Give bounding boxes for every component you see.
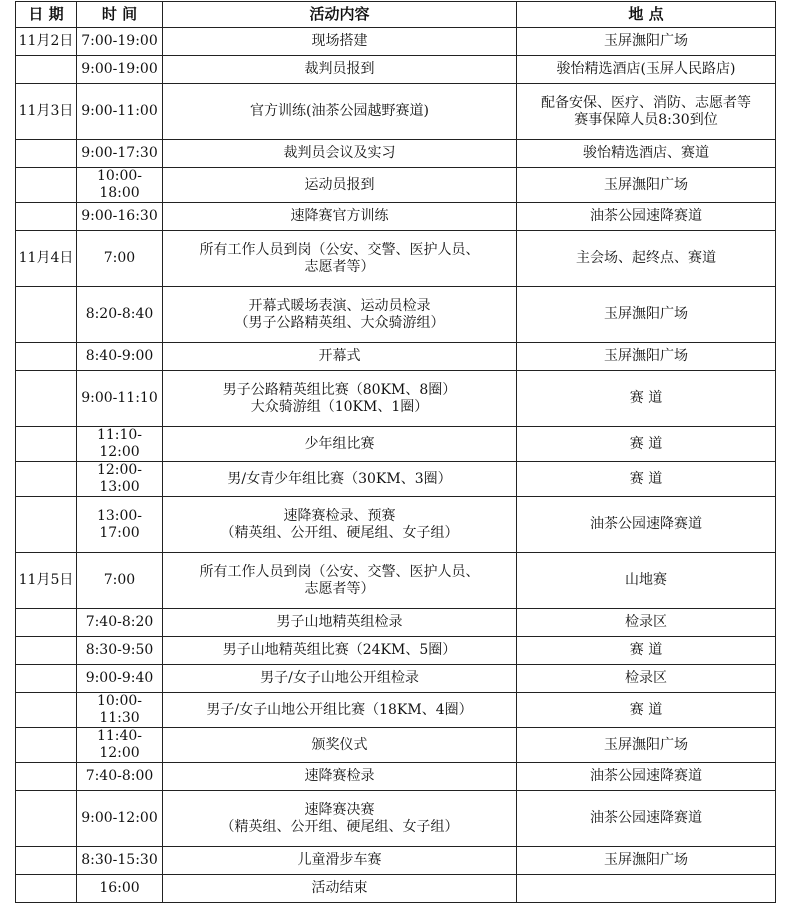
table-row [16,847,776,875]
table-row [16,140,776,168]
cell-location-line: 油茶公园速降赛道 [590,208,702,224]
cell-activity [163,343,517,371]
cell-time-line: 10:00-18:00 [96,168,143,201]
cell-location-line: 赛 道 [629,390,663,406]
cell-location-line: 山地赛 [625,572,667,588]
cell-time [77,203,163,231]
cell-date [16,875,77,903]
cell-location-line: 油茶公园速降赛道 [590,768,702,784]
cell-time [77,847,163,875]
cell-activity-line: 裁判员报到 [304,61,375,77]
cell-location [517,343,776,371]
cell-time [77,791,163,847]
cell-time [77,168,163,203]
cell-time-line: 9:00-19:00 [81,61,158,77]
cell-time-line: 9:00-9:40 [85,670,154,686]
cell-location-line: 油茶公园速降赛道 [590,516,702,532]
cell-time [77,497,163,553]
cell-activity-line: 所有工作人员到岗（公安、交警、医护人员、 [199,563,480,580]
cell-activity [163,728,517,763]
cell-activity-line: 男子山地精英组检录 [276,614,403,630]
cell-location [517,665,776,693]
cell-activity-line: 男子山地精英组比赛（24KM、5圈） [222,642,457,658]
cell-location-line: 玉屏潕阳广场 [604,348,688,364]
cell-activity [163,371,517,427]
table-row [16,553,776,609]
cell-activity-line: （精英组、公开组、硬尾组、女子组） [220,818,459,835]
cell-date [16,28,77,56]
table-row [16,791,776,847]
table-row [16,427,776,462]
cell-location [517,728,776,763]
cell-activity-line: 开幕式暖场表演、运动员检录 [248,297,431,314]
cell-time [77,231,163,287]
cell-date [16,847,77,875]
cell-location-line: 赛 道 [629,642,663,658]
cell-time-line: 9:00-11:00 [81,103,158,119]
cell-activity [163,497,517,553]
cell-time [77,462,163,497]
cell-time-line: 9:00-11:10 [81,390,158,406]
cell-time [77,637,163,665]
cell-time-line: 8:20-8:40 [85,306,154,322]
cell-time-line: 8:30-15:30 [81,852,158,868]
cell-date [16,343,77,371]
cell-activity-line: 志愿者等） [304,580,375,597]
cell-date [16,728,77,763]
cell-date [16,693,77,728]
cell-location-line: 玉屏潕阳广场 [604,736,688,753]
cell-activity-line: 速降赛检录 [304,768,375,784]
cell-time-line: 10:00-11:30 [96,693,143,726]
cell-activity [163,140,517,168]
cell-location [517,28,776,56]
cell-location [517,763,776,791]
cell-activity [163,168,517,203]
cell-date [16,553,77,609]
schedule-table [15,1,776,903]
cell-activity [163,56,517,84]
cell-time [77,427,163,462]
cell-location [517,203,776,231]
cell-location [517,693,776,728]
cell-time-line: 9:00-16:30 [81,208,158,224]
cell-location-line: 赛 道 [629,701,663,718]
table-row [16,231,776,287]
cell-activity-line: 官方训练(油茶公园越野赛道) [250,103,429,119]
cell-time [77,763,163,791]
cell-location-line: 玉屏潕阳广场 [604,306,688,322]
table-row [16,609,776,637]
cell-location [517,553,776,609]
cell-location [517,609,776,637]
cell-location [517,84,776,140]
cell-activity-line: 速降赛官方训练 [290,208,389,224]
cell-location-line: 检录区 [625,614,667,630]
cell-time [77,140,163,168]
header-date: 日 期 [16,2,77,28]
header-time: 时 间 [77,2,163,28]
cell-activity-line: 大众骑游组（10KM、1圈） [250,398,429,415]
table-row [16,287,776,343]
cell-date-line: 11月5日 [18,572,74,588]
cell-location-line: 主会场、起终点、赛道 [576,250,716,266]
cell-activity [163,609,517,637]
cell-time-line: 7:00 [103,250,136,266]
table-row [16,168,776,203]
header-row [16,2,776,28]
cell-activity [163,693,517,728]
table-row [16,497,776,553]
cell-date [16,609,77,637]
cell-date [16,56,77,84]
cell-activity-line: （精英组、公开组、硬尾组、女子组） [220,524,459,541]
cell-activity-line: 志愿者等） [304,258,375,275]
cell-time [77,28,163,56]
cell-activity [163,203,517,231]
cell-time-line: 11:10-12:00 [96,427,143,460]
header-activity: 活动内容 [163,2,517,28]
cell-time [77,343,163,371]
cell-time-line: 7:00 [103,572,136,588]
cell-location [517,231,776,287]
cell-activity-line: （男子公路精英组、大众骑游组） [234,314,445,331]
cell-activity-line: 男/女青少年组比赛（30KM、3圈） [227,470,452,487]
cell-activity-line: 少年组比赛 [304,435,375,452]
cell-activity [163,427,517,462]
cell-location-line: 配备安保、医疗、消防、志愿者等 [541,94,751,111]
table-row [16,763,776,791]
cell-date [16,791,77,847]
cell-activity [163,763,517,791]
table-row [16,693,776,728]
cell-activity-line: 男子公路精英组比赛（80KM、8圈） [222,381,457,398]
cell-time [77,287,163,343]
cell-location-line: 油茶公园速降赛道 [590,810,702,826]
table-row [16,203,776,231]
cell-date [16,140,77,168]
cell-location [517,791,776,847]
cell-activity [163,875,517,903]
cell-location [517,287,776,343]
cell-location-line: 玉屏潕阳广场 [604,33,688,49]
cell-time [77,553,163,609]
cell-activity-line: 速降赛决赛 [304,801,375,818]
cell-activity-line: 男子/女子山地公开组检录 [260,670,419,686]
cell-location [517,497,776,553]
schedule-body [16,28,776,903]
cell-time-line: 8:30-9:50 [85,642,154,658]
cell-date [16,497,77,553]
cell-location-line: 骏怡精选酒店(玉屏人民路店) [556,61,736,77]
cell-date-line: 11月3日 [18,103,74,119]
cell-time [77,56,163,84]
cell-time-line: 9:00-12:00 [81,810,158,826]
cell-time [77,875,163,903]
cell-location-line: 玉屏潕阳广场 [604,176,688,193]
cell-activity-line: 开幕式 [318,348,361,364]
cell-date [16,665,77,693]
cell-activity [163,287,517,343]
cell-location [517,847,776,875]
table-row [16,665,776,693]
cell-location-line: 骏怡精选酒店、赛道 [583,145,709,161]
cell-time-line: 7:40-8:00 [85,768,154,784]
cell-activity-line: 男子/女子山地公开组比赛（18KM、4圈） [206,701,473,718]
table-row [16,875,776,903]
cell-activity-line: 活动结束 [311,880,368,896]
cell-date [16,84,77,140]
cell-time [77,84,163,140]
cell-time-line: 11:40-12:00 [96,728,143,761]
cell-date [16,287,77,343]
schedule-table-container [15,1,775,903]
cell-time [77,609,163,637]
cell-date [16,231,77,287]
table-row [16,84,776,140]
cell-activity-line: 速降赛检录、预赛 [283,507,396,524]
cell-activity-line: 裁判员会议及实习 [283,145,396,161]
cell-date [16,763,77,791]
cell-date [16,168,77,203]
cell-date [16,462,77,497]
table-row [16,462,776,497]
cell-activity [163,665,517,693]
cell-activity [163,462,517,497]
cell-location-line: 检录区 [625,670,667,686]
table-row [16,637,776,665]
table-row [16,728,776,763]
cell-date-line: 11月2日 [18,33,74,49]
cell-activity-line: 所有工作人员到岗（公安、交警、医护人员、 [199,241,480,258]
table-row [16,343,776,371]
cell-location [517,56,776,84]
cell-activity-line: 儿童滑步车赛 [297,852,382,868]
cell-time [77,371,163,427]
cell-time-line: 16:00 [99,880,140,896]
cell-activity [163,84,517,140]
cell-activity [163,847,517,875]
cell-location [517,371,776,427]
table-row [16,56,776,84]
cell-location [517,462,776,497]
cell-activity [163,28,517,56]
cell-activity [163,231,517,287]
cell-time-line: 9:00-17:30 [81,145,158,161]
cell-activity [163,553,517,609]
cell-activity [163,637,517,665]
cell-location-line: 赛 道 [629,435,663,452]
cell-time-line: 7:40-8:20 [85,614,154,630]
cell-date [16,371,77,427]
cell-date [16,427,77,462]
cell-activity-line: 颁奖仪式 [311,736,368,753]
cell-location [517,168,776,203]
header-location: 地 点 [517,2,776,28]
table-row [16,28,776,56]
cell-activity [163,791,517,847]
cell-time [77,693,163,728]
cell-location-line: 玉屏潕阳广场 [604,852,688,868]
cell-time-line: 8:40-9:00 [85,348,154,364]
cell-activity-line: 运动员报到 [304,176,375,193]
cell-location [517,427,776,462]
cell-time-line: 12:00-13:00 [96,462,143,495]
cell-date [16,203,77,231]
cell-location [517,637,776,665]
cell-location-line: 赛 道 [629,470,663,487]
cell-time-line: 7:00-19:00 [81,33,158,49]
table-row [16,371,776,427]
cell-location [517,875,776,903]
cell-time-line: 13:00-17:00 [96,507,143,541]
cell-activity-line: 现场搭建 [311,33,368,49]
cell-time [77,728,163,763]
cell-time [77,665,163,693]
cell-date [16,637,77,665]
cell-date-line: 11月4日 [18,250,74,266]
cell-location-line: 赛事保障人员8:30到位 [574,111,718,128]
cell-location [517,140,776,168]
